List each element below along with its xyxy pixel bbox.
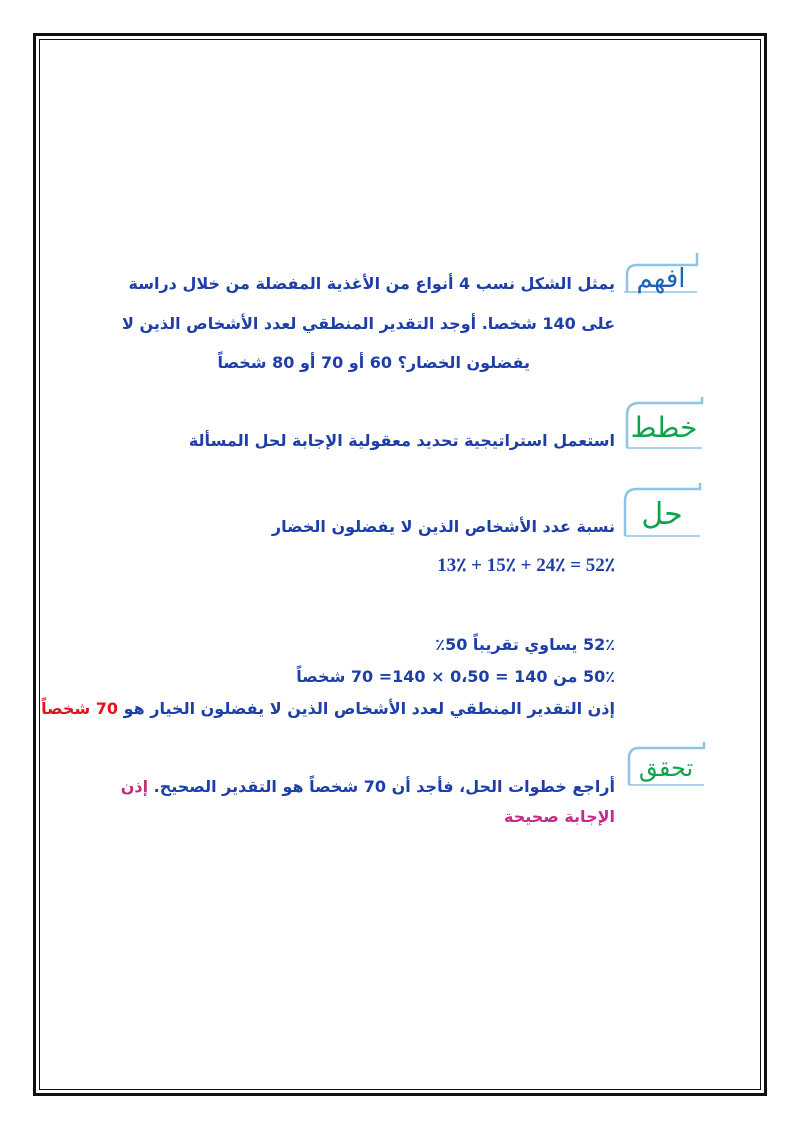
solve-line-1: نسبة عدد الأشخاص الذين لا يفضلون الخضار xyxy=(271,517,615,536)
solve-approx: 52٪ يساوي تقريباً 50٪ xyxy=(435,635,615,654)
check-line-1-tail: إذن xyxy=(120,777,149,796)
plan-line-1: استعمل استراتيجية تحديد معقولية الإجابة لحل المسألة xyxy=(188,431,615,450)
check-line-2: الإجابة صحيحة xyxy=(504,807,615,826)
section-label-understand: افهم xyxy=(636,264,686,294)
check-line-1-text: أراجع خطوات الحل، فأجد أن 70 شخصاً هو التقدير الصحيح. xyxy=(148,777,615,796)
solve-conclusion-answer: 70 شخصاً xyxy=(41,699,119,718)
section-label-check: تحقق xyxy=(638,754,694,782)
solve-conclusion xyxy=(41,698,615,720)
section-label-plan: خطط xyxy=(630,410,698,444)
section-tab-solve xyxy=(622,483,702,537)
solve-equation: 13٪ + 15٪ + 24٪ = 52٪ xyxy=(437,555,615,576)
section-tab-check xyxy=(626,742,706,786)
understand-line-3: يفضلون الخضار؟ 60 أو 70 أو 80 شخصاً xyxy=(217,353,530,372)
check-line-1 xyxy=(121,776,615,798)
section-label-solve: حل xyxy=(641,496,683,532)
understand-line-2: على 140 شخصا. أوجد التقدير المنطقي لعدد الأشخاص الذين لا xyxy=(121,314,615,333)
page-border-inner xyxy=(39,39,761,1090)
understand-line-1: يمثل الشكل نسب 4 أنواع من الأغذية المفضلة من خلال دراسة xyxy=(128,274,615,293)
solve-calc: 50٪ من 140 = 0،50 × 140= 70 شخصاً xyxy=(296,667,615,686)
section-tab-plan xyxy=(624,397,704,449)
section-tab-understand xyxy=(622,253,700,293)
solve-conclusion-text: إذن التقدير المنطقي لعدد الأشخاص الذين لا يفضلون الخيار هو xyxy=(118,699,615,718)
